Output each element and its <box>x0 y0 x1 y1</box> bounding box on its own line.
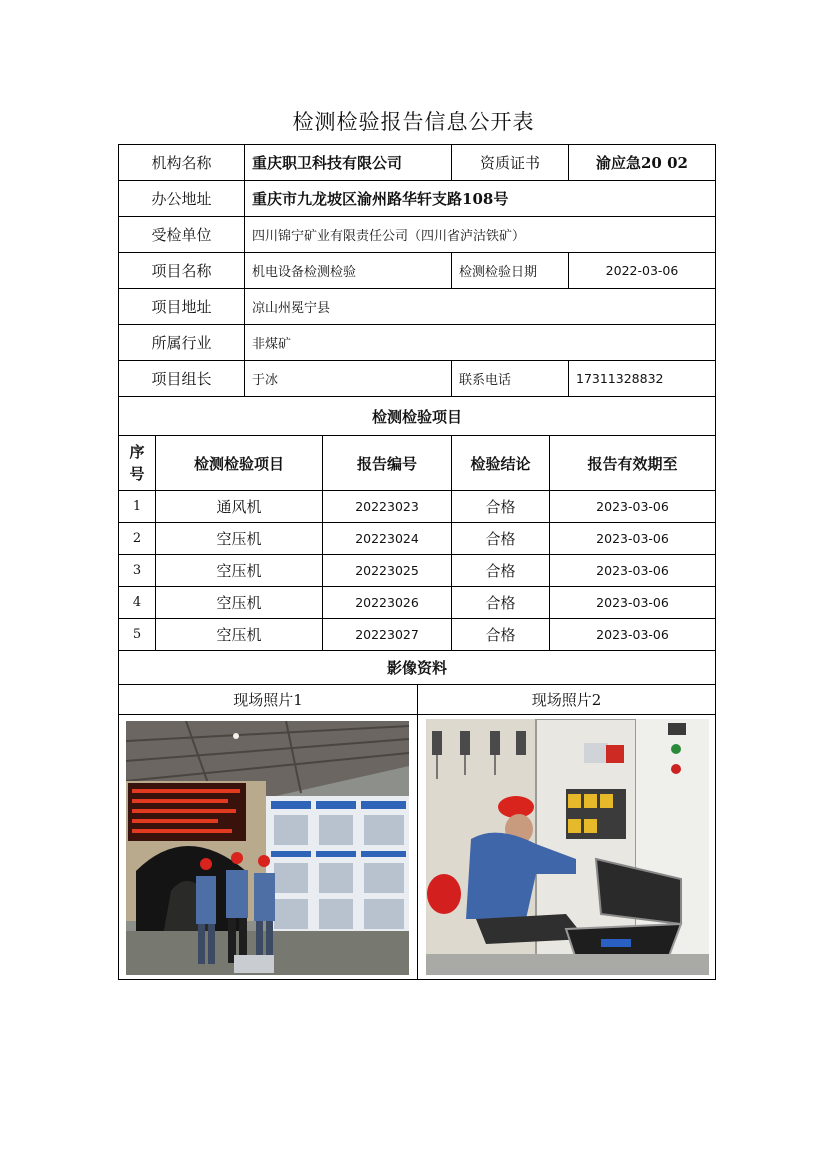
date-label: 检测检验日期 <box>452 253 569 289</box>
header-seq: 序号 <box>119 436 156 491</box>
photo-divider <box>417 715 418 979</box>
row-2-valid: 2023-03-06 <box>550 523 715 555</box>
org-label: 机构名称 <box>119 145 245 181</box>
row-4-seq: 4 <box>119 587 156 619</box>
row-1-item: 通风机 <box>156 491 323 523</box>
row-4-valid: 2023-03-06 <box>550 587 715 619</box>
photo1-label: 现场照片1 <box>119 685 418 715</box>
page-title: 检测检验报告信息公开表 <box>292 110 535 134</box>
header-report: 报告编号 <box>323 436 452 491</box>
addr-label: 办公地址 <box>119 181 245 217</box>
images-section-title: 影像资料 <box>119 651 715 685</box>
site-value: 凉山州冕宁县 <box>245 289 715 325</box>
row-5-item: 空压机 <box>156 619 323 651</box>
row-5-result: 合格 <box>452 619 550 651</box>
row-2-seq: 2 <box>119 523 156 555</box>
industry-label: 所属行业 <box>119 325 245 361</box>
phone-label: 联系电话 <box>452 361 569 397</box>
row-1-seq: 1 <box>119 491 156 523</box>
row-5-seq: 5 <box>119 619 156 651</box>
org-value: 重庆职卫科技有限公司 <box>245 145 452 181</box>
row-1-valid: 2023-03-06 <box>550 491 715 523</box>
photo2-label: 现场照片2 <box>418 685 715 715</box>
row-3-report: 20223025 <box>323 555 452 587</box>
row-4-report: 20223026 <box>323 587 452 619</box>
proj-label: 项目名称 <box>119 253 245 289</box>
addr-value: 重庆市九龙坡区渝州路华轩支路108号 <box>245 181 715 217</box>
row-2-result: 合格 <box>452 523 550 555</box>
cert-label: 资质证书 <box>452 145 569 181</box>
date-value: 2022-03-06 <box>569 253 715 289</box>
row-5-report: 20223027 <box>323 619 452 651</box>
industry-value: 非煤矿 <box>245 325 715 361</box>
row-4-item: 空压机 <box>156 587 323 619</box>
unit-value: 四川锦宁矿业有限责任公司（四川省泸沽铁矿） <box>245 217 715 253</box>
header-valid: 报告有效期至 <box>550 436 715 491</box>
site-photo-2 <box>426 719 709 975</box>
items-section-title: 检测检验项目 <box>119 397 715 436</box>
row-5-valid: 2023-03-06 <box>550 619 715 651</box>
unit-label: 受检单位 <box>119 217 245 253</box>
row-3-item: 空压机 <box>156 555 323 587</box>
row-1-result: 合格 <box>452 491 550 523</box>
report-table <box>118 144 716 980</box>
site-label: 项目地址 <box>119 289 245 325</box>
row-4-result: 合格 <box>452 587 550 619</box>
proj-value: 机电设备检测检验 <box>245 253 452 289</box>
leader-value: 于冰 <box>245 361 452 397</box>
header-result: 检验结论 <box>452 436 550 491</box>
row-2-item: 空压机 <box>156 523 323 555</box>
site-photo-1 <box>126 721 409 975</box>
row-2-report: 20223024 <box>323 523 452 555</box>
cert-value: 渝应急20 02 <box>569 145 715 181</box>
leader-label: 项目组长 <box>119 361 245 397</box>
row-3-valid: 2023-03-06 <box>550 555 715 587</box>
row-3-result: 合格 <box>452 555 550 587</box>
header-item: 检测检验项目 <box>156 436 323 491</box>
row-1-report: 20223023 <box>323 491 452 523</box>
row-3-seq: 3 <box>119 555 156 587</box>
phone-value: 17311328832 <box>569 361 715 397</box>
